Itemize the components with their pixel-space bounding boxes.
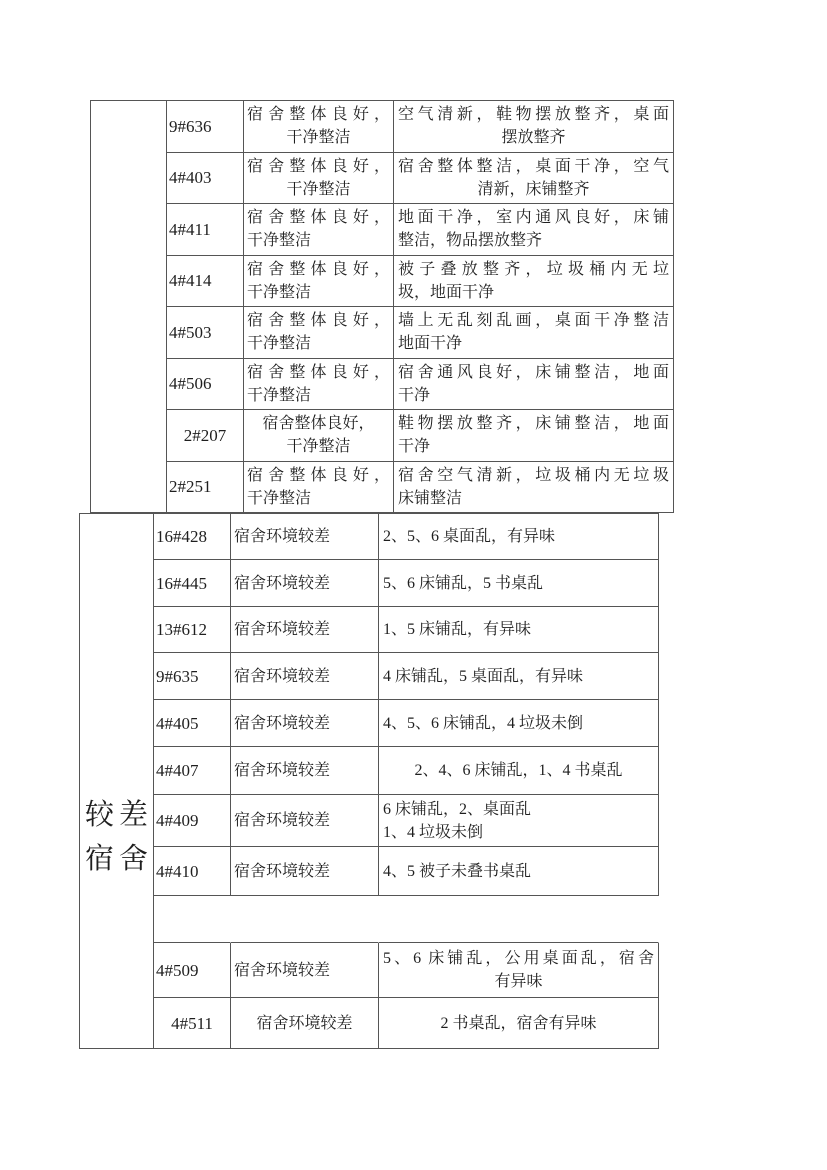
bad-label-cell — [80, 514, 154, 1049]
good-row-5-status-text-line: 宿舍整体良好， — [247, 363, 390, 381]
good-row-3-details-text-line: 被子叠放整齐，垃圾桶内无垃 — [398, 260, 669, 278]
good-row-4-status-text-line: 干净整洁 — [247, 335, 312, 353]
bad-row-8-room-number — [154, 896, 231, 943]
bad-row-1-room-number-line: 16#445 — [156, 573, 207, 593]
good-row-2-status-text-line: 宿舍整体良好， — [247, 209, 390, 227]
good-row-0-details-text-line: 空气清新，鞋物摆放整齐，桌面 — [398, 106, 669, 124]
bad-row-2-room-number — [154, 607, 231, 653]
bad-row-3-room-number-line: 9#635 — [156, 666, 199, 686]
bad-row-3-status-text-line: 宿舍环境较差 — [234, 667, 331, 685]
good-row-2-details-text-line: 地面干净，室内通风良好，床铺 — [398, 209, 669, 227]
good-row-0-details-text-line: 摆放整齐 — [501, 129, 566, 147]
bad-row-4-details-text — [379, 700, 659, 747]
good-row-2-details-text-line: 整洁，物品摆放整齐 — [398, 232, 543, 250]
good-row-1-room-number-line: 4#403 — [169, 168, 212, 188]
bad-row-9-details-text — [379, 943, 659, 998]
bad-row-0-details-text — [379, 514, 659, 560]
good-row-6-details-text-line: 鞋物摆放整齐，床铺整洁，地面 — [398, 415, 669, 433]
good-dorm-table — [90, 100, 674, 513]
good-row-6-status-text — [244, 410, 394, 462]
bad-row-5-status-text — [231, 747, 379, 795]
bad-row-9-status-text — [231, 943, 379, 998]
bad-row-2-details-text — [379, 607, 659, 653]
good-row-1-details-text-line: 清新，床铺整齐 — [477, 180, 590, 198]
bad-row-7-room-number — [154, 847, 231, 896]
good-row-0-room-number — [167, 101, 244, 153]
good-row-3-room-number — [167, 256, 244, 308]
bad-row-2-status-text-line: 宿舍环境较差 — [234, 621, 331, 638]
bad-row-6-details-text — [379, 795, 659, 847]
good-row-4-room-number-line: 4#503 — [169, 322, 212, 342]
bad-row-5-status-text-line: 宿舍环境较差 — [234, 762, 331, 779]
good-row-4-status-text-line: 宿舍整体良好， — [247, 312, 390, 330]
bad-row-2-room-number-line: 13#612 — [156, 620, 207, 639]
bad-row-7-status-text-line: 宿舍环境较差 — [234, 862, 331, 880]
good-row-6-details-text-line: 干净 — [398, 438, 431, 456]
good-row-3-status-text-line: 宿舍整体良好， — [247, 260, 390, 278]
bad-row-7-details-text-line: 4、5 被子未叠书桌乱 — [383, 862, 532, 880]
bad-row-1-status-text-line: 宿舍环境较差 — [234, 574, 331, 592]
bad-row-2-details-text-line: 1、5 床铺乱，有异味 — [383, 621, 532, 638]
bad-row-4-room-number-line: 4#405 — [156, 713, 199, 733]
good-row-1-status-text-line: 宿舍整体良好， — [247, 157, 390, 175]
bad-row-10-room-number-line: 4#511 — [171, 1013, 213, 1033]
bad-row-2-status-text — [231, 607, 379, 653]
good-row-5-status-text — [244, 359, 394, 411]
good-row-4-details-text-line: 墙上无乱刻乱画，桌面干净整洁 — [398, 312, 669, 330]
good-row-7-details-text-line: 宿舍空气清新，垃圾桶内无垃圾 — [398, 466, 669, 484]
bad-row-9-details-text-line: 有异味 — [494, 973, 543, 990]
good-row-7-status-text-line: 干净整洁 — [247, 489, 312, 507]
good-row-3-details-text-line: 圾，地面干净 — [398, 283, 495, 301]
bad-row-7-room-number-line: 4#410 — [156, 861, 199, 881]
bad-row-1-status-text — [231, 560, 379, 607]
bad-row-4-status-text — [231, 700, 379, 747]
bad-label-line: 较差 — [85, 799, 154, 831]
bad-row-3-details-text — [379, 653, 659, 700]
good-row-2-status-text — [244, 204, 394, 256]
good-row-4-details-text — [394, 307, 674, 359]
good-row-1-room-number — [167, 153, 244, 205]
good-row-5-details-text — [394, 359, 674, 411]
good-row-3-status-text — [244, 256, 394, 308]
bad-row-10-details-text — [379, 998, 659, 1049]
good-row-6-room-number — [167, 410, 244, 462]
bad-row-1-details-text — [379, 560, 659, 607]
bad-row-0-status-text — [231, 514, 379, 560]
bad-row-9-status-text-line: 宿舍环境较差 — [234, 961, 331, 979]
good-row-6-status-text-line: 宿舍整体良好， — [262, 415, 375, 433]
good-row-5-room-number — [167, 359, 244, 411]
bad-row-8-status-text — [231, 896, 379, 943]
bad-row-9-room-number-line: 4#509 — [156, 960, 199, 980]
bad-row-5-details-text-line: 2、4、6 床铺乱，1、4 书桌乱 — [414, 762, 623, 779]
bad-row-3-details-text-line: 4 床铺乱，5 桌面乱，有异味 — [383, 667, 584, 685]
bad-row-10-details-text-line: 2 书桌乱，宿舍有异味 — [440, 1014, 597, 1032]
good-row-2-details-text — [394, 204, 674, 256]
bad-row-5-room-number-line: 4#407 — [156, 761, 199, 780]
bad-row-6-status-text-line: 宿舍环境较差 — [234, 812, 331, 829]
good-row-5-status-text-line: 干净整洁 — [247, 386, 312, 404]
bad-row-10-room-number — [154, 998, 231, 1049]
bad-row-10-status-text-line: 宿舍环境较差 — [256, 1014, 353, 1032]
bad-row-9-details-text-line: 5、6 床铺乱，公用桌面乱，宿舍 — [383, 950, 654, 967]
bad-row-3-status-text — [231, 653, 379, 700]
bad-row-6-details-text-line: 1、4 垃圾未倒 — [383, 823, 484, 841]
good-row-4-status-text — [244, 307, 394, 359]
good-row-6-details-text — [394, 410, 674, 462]
bad-row-6-room-number — [154, 795, 231, 847]
good-row-3-details-text — [394, 256, 674, 308]
bad-row-4-details-text-line: 4、5、6 床铺乱，4 垃圾未倒 — [383, 714, 584, 732]
good-row-1-status-text — [244, 153, 394, 205]
good-row-2-room-number — [167, 204, 244, 256]
bad-dorm-table — [79, 513, 659, 1049]
bad-row-4-room-number — [154, 700, 231, 747]
good-row-0-status-text-line: 干净整洁 — [286, 129, 351, 147]
good-row-4-details-text-line: 地面干净 — [398, 335, 463, 353]
good-row-6-room-number-line: 2#207 — [183, 425, 227, 445]
good-row-7-status-text — [244, 462, 394, 514]
bad-row-6-details-text-line: 6 床铺乱，2、桌面乱 — [383, 800, 532, 818]
good-row-0-status-text-line: 宿舍整体良好， — [247, 106, 390, 124]
good-row-3-room-number-line: 4#414 — [169, 271, 212, 291]
good-row-7-room-number-line: 2#251 — [169, 477, 212, 497]
good-row-2-status-text-line: 干净整洁 — [247, 232, 312, 250]
good-row-5-details-text-line: 干净 — [398, 386, 431, 404]
good-row-7-room-number — [167, 462, 244, 514]
bad-row-0-room-number-line: 16#428 — [156, 527, 207, 546]
good-row-3-status-text-line: 干净整洁 — [247, 283, 312, 301]
bad-row-5-details-text — [379, 747, 659, 795]
good-row-5-room-number-line: 4#506 — [169, 374, 212, 394]
bad-row-3-room-number — [154, 653, 231, 700]
bad-row-0-status-text-line: 宿舍环境较差 — [234, 528, 331, 545]
good-row-4-room-number — [167, 307, 244, 359]
bad-row-4-status-text-line: 宿舍环境较差 — [234, 714, 331, 732]
good-row-0-status-text — [244, 101, 394, 153]
bad-row-10-status-text — [231, 998, 379, 1049]
bad-row-6-status-text — [231, 795, 379, 847]
good-row-7-details-text — [394, 462, 674, 514]
bad-row-8-details-text — [379, 896, 659, 943]
bad-label-line: 宿舍 — [85, 843, 154, 875]
good-row-1-details-text — [394, 153, 674, 205]
bad-row-1-details-text-line: 5、6 床铺乱，5 书桌乱 — [383, 574, 544, 592]
bad-row-9-room-number — [154, 943, 231, 998]
good-row-6-status-text-line: 干净整洁 — [286, 438, 351, 456]
bad-row-7-status-text — [231, 847, 379, 896]
good-label-cell — [91, 101, 167, 513]
bad-row-1-room-number — [154, 560, 231, 607]
bad-row-0-details-text-line: 2、5、6 桌面乱，有异味 — [383, 528, 556, 545]
good-row-2-room-number-line: 4#411 — [169, 219, 211, 239]
good-row-7-status-text-line: 宿舍整体良好， — [247, 466, 390, 484]
good-row-7-details-text-line: 床铺整洁 — [398, 489, 463, 507]
good-row-1-status-text-line: 干净整洁 — [286, 180, 351, 198]
good-row-0-room-number-line: 9#636 — [169, 116, 212, 136]
good-row-5-details-text-line: 宿舍通风良好，床铺整洁，地面 — [398, 363, 669, 381]
good-row-1-details-text-line: 宿舍整体整洁，桌面干净，空气 — [398, 157, 669, 175]
bad-row-5-room-number — [154, 747, 231, 795]
good-row-0-details-text — [394, 101, 674, 153]
bad-row-0-room-number — [154, 514, 231, 560]
bad-row-7-details-text — [379, 847, 659, 896]
bad-row-6-room-number-line: 4#409 — [156, 811, 199, 830]
